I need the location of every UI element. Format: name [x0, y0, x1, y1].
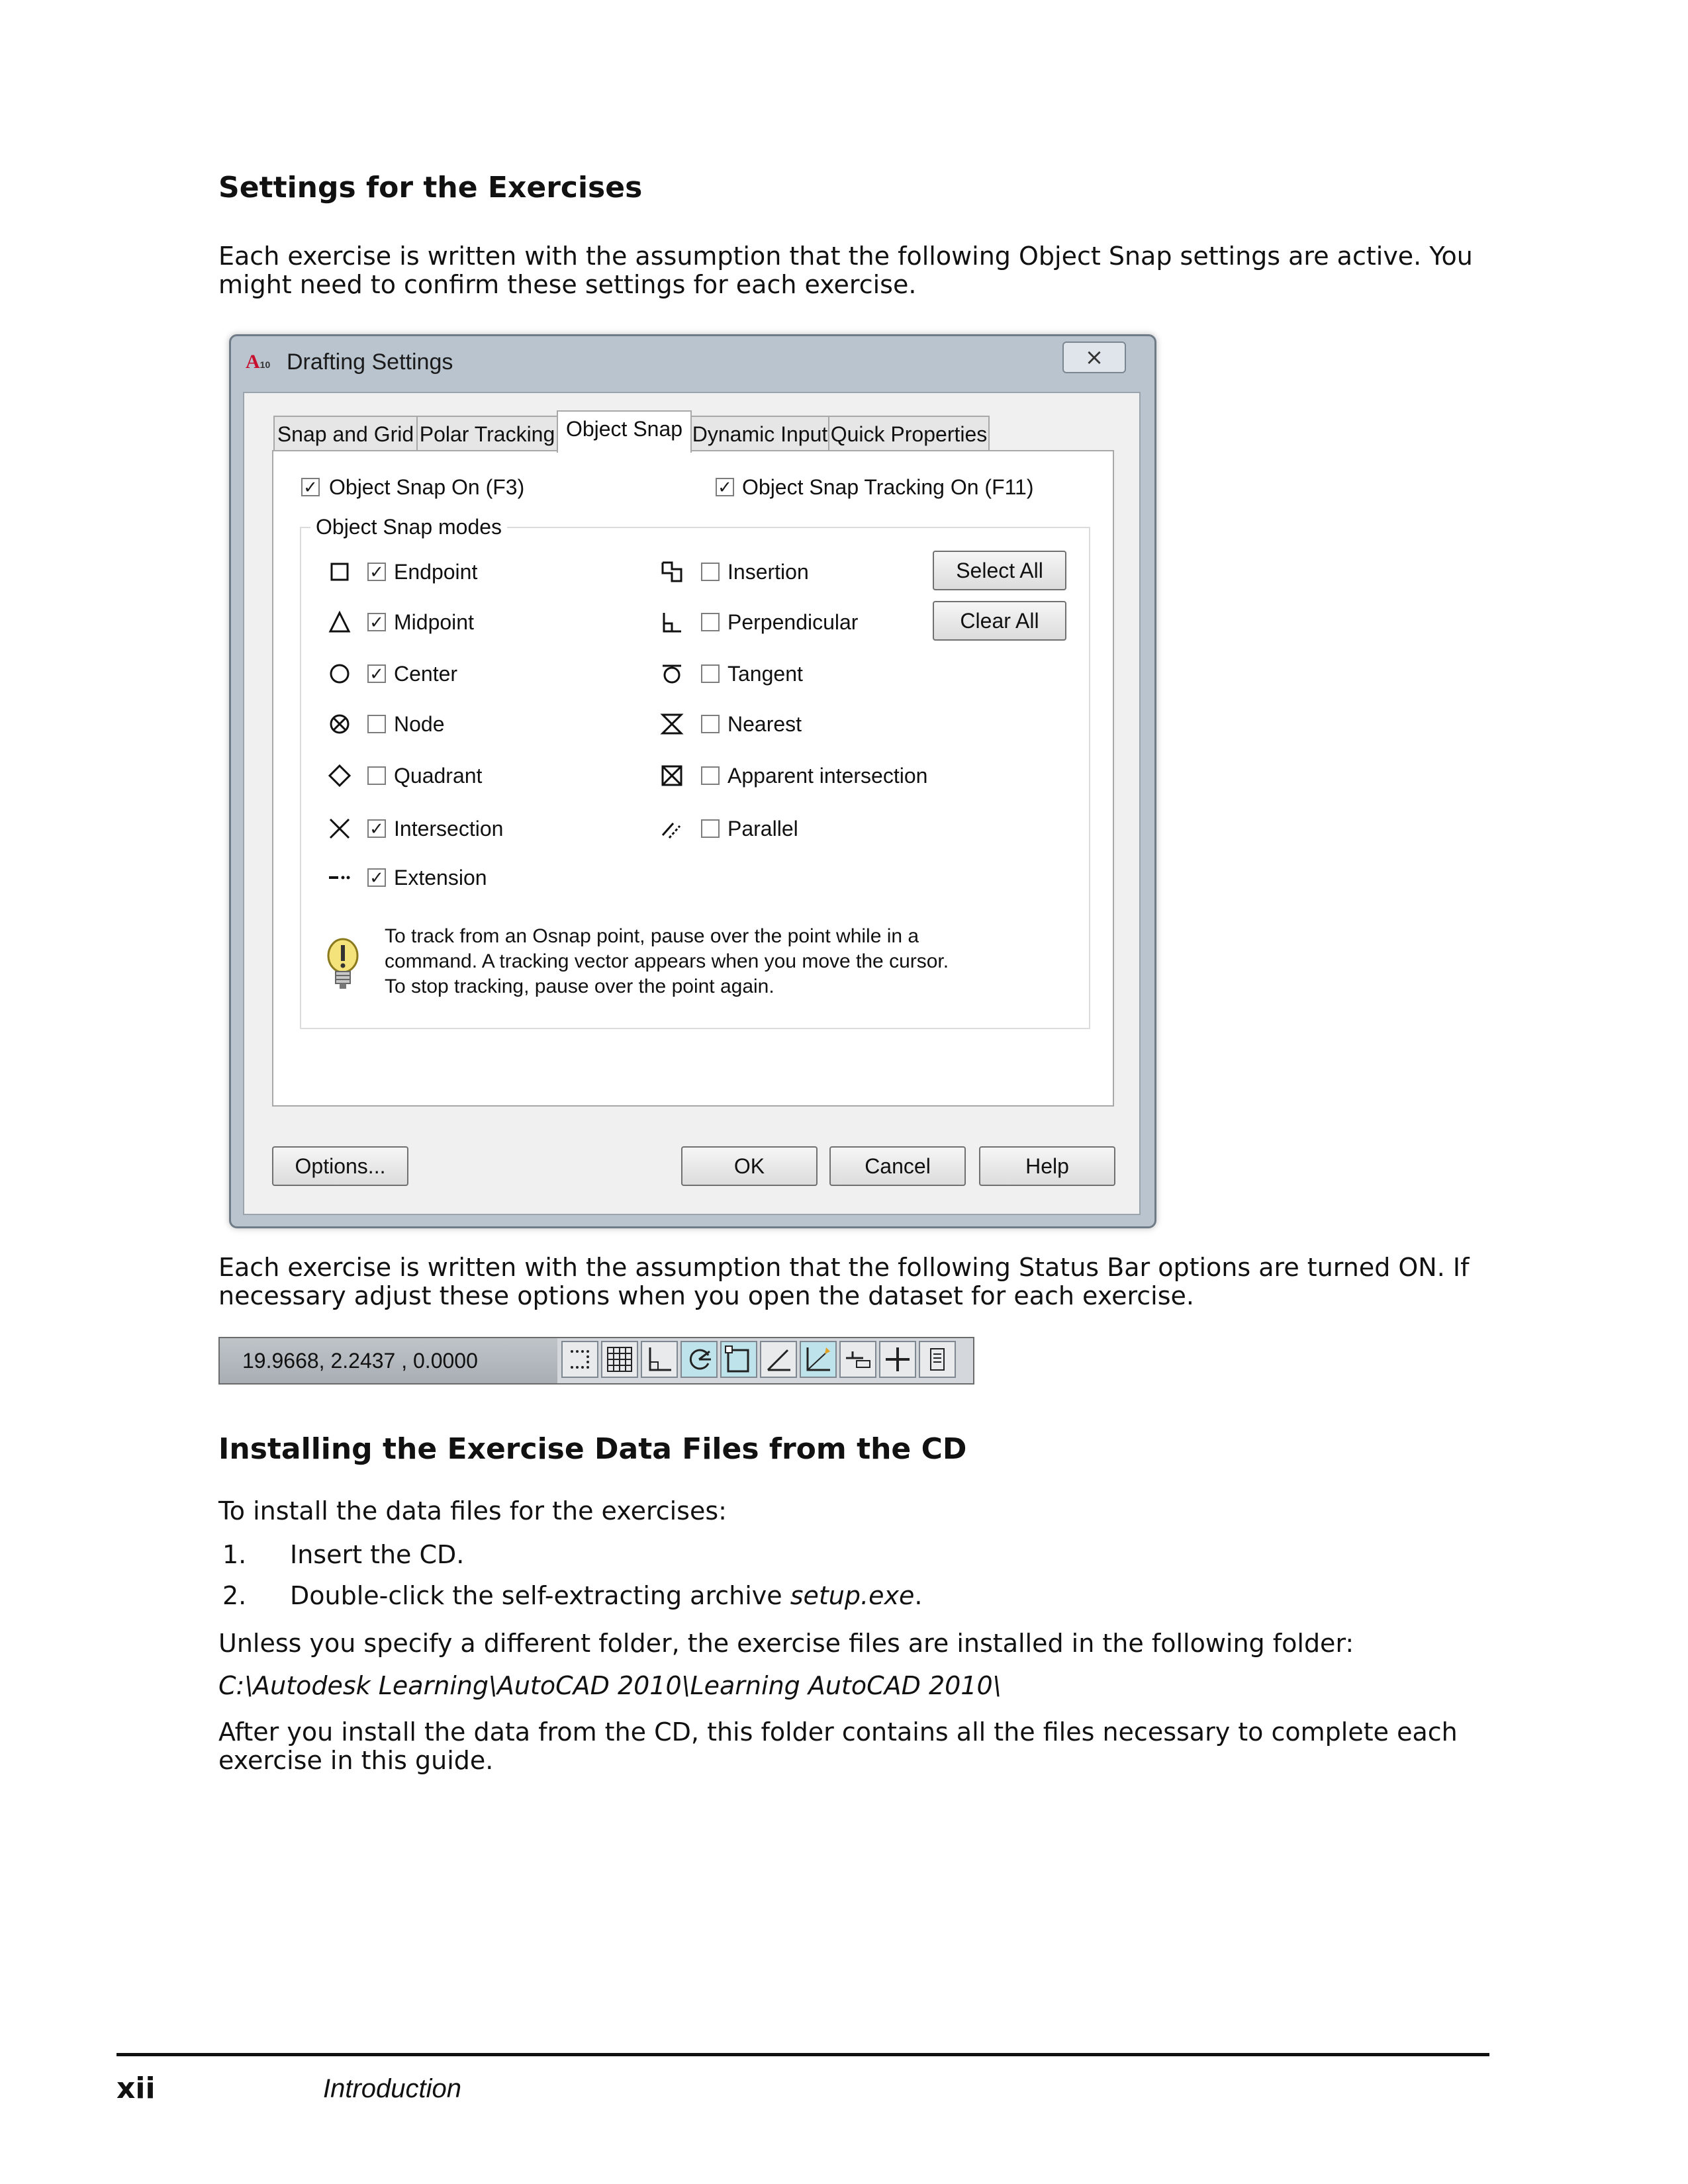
- autocad-app-icon: [246, 351, 272, 373]
- object-snap-tracking-toggle[interactable]: [760, 1341, 797, 1378]
- options-button[interactable]: Options...: [272, 1146, 408, 1186]
- close-button[interactable]: [1062, 341, 1126, 373]
- object-snap-tracking-icon: [761, 1342, 796, 1377]
- dialog-title: Drafting Settings: [287, 349, 453, 375]
- status-bar: [218, 1337, 974, 1385]
- grid-display-toggle[interactable]: [601, 1341, 638, 1378]
- lightbulb-icon: [325, 936, 361, 991]
- apparent-intersection-label: Apparent intersection: [727, 764, 928, 788]
- extension-label: Extension: [394, 866, 487, 889]
- coordinate-readout: 19.9668, 2.2437 , 0.0000: [220, 1338, 557, 1383]
- object-snap-toggle[interactable]: [720, 1341, 757, 1378]
- parallel-icon: [659, 815, 685, 842]
- extension-checkbox[interactable]: ✓: [367, 868, 386, 887]
- tangent-label: Tangent: [727, 662, 803, 686]
- after-install-paragraph: [218, 1718, 1458, 1775]
- snap-mode-icon: [563, 1342, 597, 1377]
- ortho-mode-icon: [642, 1342, 677, 1377]
- app-icon-letter: A: [246, 351, 260, 373]
- apparent-intersection-icon: [659, 762, 685, 789]
- midpoint-label: Midpoint: [394, 610, 474, 634]
- status-bar-paragraph: [218, 1253, 1469, 1310]
- insertion-icon: [659, 559, 685, 585]
- osnap-tracking-checkbox[interactable]: ✓: [716, 478, 734, 496]
- chapter-name: Introduction: [323, 2074, 462, 2103]
- after-install-line: exercise in this guide.: [218, 1746, 494, 1775]
- endpoint-square-icon: [326, 559, 353, 585]
- intro-line: might need to confirm these settings for each exercise.: [218, 270, 917, 299]
- snap-mode-toggle[interactable]: [561, 1341, 598, 1378]
- insertion-checkbox[interactable]: [701, 563, 720, 581]
- step-text-tail: .: [914, 1581, 923, 1610]
- tangent-checkbox[interactable]: [701, 664, 720, 683]
- tab-polar-tracking[interactable]: Polar Tracking: [416, 416, 558, 451]
- help-button[interactable]: Help: [979, 1146, 1115, 1186]
- osnap-tracking-label: Object Snap Tracking On (F11): [742, 475, 1034, 499]
- intro-paragraph: [218, 242, 1473, 299]
- node-checkbox[interactable]: [367, 715, 386, 733]
- dynamic-ucs-icon: [801, 1342, 835, 1377]
- tip-line: command. A tracking vector appears when you move the cursor.: [385, 950, 949, 972]
- step-number: 1.: [222, 1540, 247, 1569]
- tip-line: To stop tracking, pause over the point again.: [385, 976, 774, 997]
- step-number: 2.: [222, 1581, 247, 1610]
- midpoint-triangle-icon: [326, 609, 353, 635]
- step-text: [290, 1582, 922, 1610]
- polar-tracking-toggle[interactable]: [680, 1341, 718, 1378]
- node-label: Node: [394, 712, 445, 736]
- ortho-mode-toggle[interactable]: [641, 1341, 678, 1378]
- step-text-main: Double-click the self-extracting archive: [290, 1581, 790, 1610]
- nearest-checkbox[interactable]: [701, 715, 720, 733]
- dialog-client-area: [243, 392, 1141, 1215]
- intersection-checkbox[interactable]: ✓: [367, 819, 386, 838]
- osnap-on-label: Object Snap On (F3): [329, 475, 525, 499]
- extension-dashes-icon: [326, 864, 353, 891]
- parallel-checkbox[interactable]: [701, 819, 720, 838]
- polar-tracking-icon: [682, 1342, 716, 1377]
- apparent-intersection-checkbox[interactable]: [701, 766, 720, 785]
- lineweight-icon: [880, 1342, 915, 1377]
- grid-display-icon: [602, 1342, 637, 1377]
- quick-properties-toggle[interactable]: [919, 1341, 956, 1378]
- dynamic-input-toggle[interactable]: [839, 1341, 876, 1378]
- step-text: Insert the CD.: [290, 1540, 465, 1569]
- object-snap-icon: [722, 1342, 756, 1377]
- dynamic-input-icon: [841, 1342, 875, 1377]
- install-intro: To install the data files for the exercises:: [218, 1496, 727, 1525]
- dynamic-ucs-toggle[interactable]: [800, 1341, 837, 1378]
- clear-all-button[interactable]: Clear All: [933, 601, 1066, 641]
- lineweight-toggle[interactable]: [879, 1341, 916, 1378]
- select-all-button[interactable]: Select All: [933, 551, 1066, 590]
- center-checkbox[interactable]: ✓: [367, 664, 386, 683]
- parallel-label: Parallel: [727, 817, 798, 841]
- nearest-hourglass-icon: [659, 711, 685, 737]
- footer-rule: [117, 2053, 1489, 2056]
- endpoint-label: Endpoint: [394, 560, 478, 584]
- tangent-icon: [659, 660, 685, 687]
- ok-button[interactable]: OK: [681, 1146, 818, 1186]
- quadrant-label: Quadrant: [394, 764, 483, 788]
- cancel-button[interactable]: Cancel: [829, 1146, 966, 1186]
- tab-snap-and-grid[interactable]: Snap and Grid: [273, 416, 418, 451]
- status-intro-line: Each exercise is written with the assumption that the following Status Bar options are turned ON. If: [218, 1253, 1470, 1282]
- node-icon: [326, 711, 353, 737]
- tab-quick-properties[interactable]: Quick Properties: [828, 416, 990, 451]
- tip-line: To track from an Osnap point, pause over the point while in a: [385, 925, 919, 947]
- perpendicular-checkbox[interactable]: [701, 613, 720, 631]
- intersection-label: Intersection: [394, 817, 504, 841]
- page-number: xii: [117, 2071, 156, 2105]
- status-intro-line: necessary adjust these options when you open the dataset for each exercise.: [218, 1281, 1194, 1310]
- intro-line: Each exercise is written with the assumption that the following Object Snap settings are active. You: [218, 242, 1473, 271]
- folder-sentence: Unless you specify a different folder, the exercise files are installed in the following folder:: [218, 1629, 1354, 1658]
- center-label: Center: [394, 662, 458, 686]
- perpendicular-label: Perpendicular: [727, 610, 859, 634]
- close-icon: ⨯: [1084, 345, 1104, 370]
- setup-filename: setup.exe: [790, 1581, 915, 1610]
- perpendicular-icon: [659, 609, 685, 635]
- section-heading-settings: Settings for the Exercises: [218, 171, 643, 205]
- drafting-settings-dialog: [229, 334, 1156, 1228]
- after-install-line: After you install the data from the CD, this folder contains all the files necessary to complete each: [218, 1717, 1458, 1747]
- tab-object-snap[interactable]: Object Snap: [557, 410, 692, 453]
- quadrant-checkbox[interactable]: [367, 766, 386, 785]
- app-icon-version: 10: [259, 359, 271, 370]
- midpoint-checkbox[interactable]: ✓: [367, 613, 386, 631]
- folder-path: C:\Autodesk Learning\AutoCAD 2010\Learning AutoCAD 2010\: [218, 1671, 1002, 1700]
- nearest-label: Nearest: [727, 712, 802, 736]
- quick-properties-icon: [920, 1342, 955, 1377]
- intersection-x-icon: [326, 815, 353, 842]
- endpoint-checkbox[interactable]: ✓: [367, 563, 386, 581]
- osnap-modes-title: Object Snap modes: [310, 515, 507, 539]
- osnap-on-checkbox[interactable]: ✓: [301, 478, 320, 496]
- insertion-label: Insertion: [727, 560, 809, 584]
- quadrant-diamond-icon: [326, 762, 353, 789]
- tab-dynamic-input[interactable]: Dynamic Input: [690, 416, 829, 451]
- center-circle-icon: [326, 660, 353, 687]
- tip-text-block: [385, 924, 949, 999]
- object-snap-panel: [272, 450, 1114, 1107]
- section-heading-installing: Installing the Exercise Data Files from the CD: [218, 1432, 967, 1466]
